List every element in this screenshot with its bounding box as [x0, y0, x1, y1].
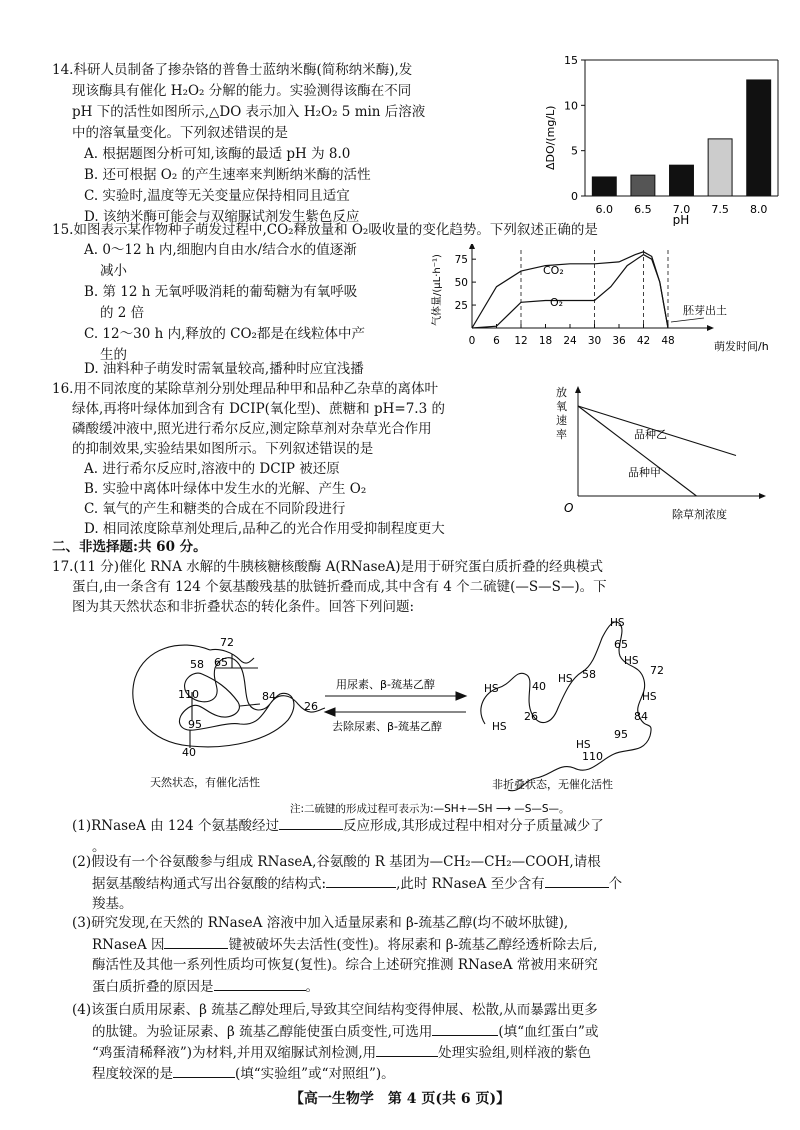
- q14-option-b: B. 还可根据 O₂ 的产生速率来判断纳米酶的活性: [84, 167, 371, 183]
- gas-ytick-label: 75: [454, 254, 468, 267]
- q17-p2-text-b: 据氨基酸结构通式写出谷氨酸的结构式:: [92, 876, 327, 892]
- native-residue-label: 40: [182, 746, 196, 759]
- q15-option-d: D. 油料种子萌发时需氧量较高,播种时应宜浅播: [84, 361, 364, 377]
- q17-blank-9[interactable]: [173, 1063, 235, 1078]
- q17-part4-3: [92, 1042, 591, 1063]
- herbicide-chart: [556, 384, 792, 524]
- gas-xtick-label: 0: [468, 335, 476, 347]
- herb-series-jia-label: 品种甲: [628, 466, 661, 479]
- q17-p4-text-d: “鸡蛋清稀释液”)为材料,并用双缩脲试剂检测,用: [92, 1045, 377, 1061]
- herb-origin: O: [564, 501, 574, 515]
- q15-option-a: A. 0～12 h 内,细胞内自由水/结合水的值逐渐: [84, 242, 357, 258]
- gas-series-o2-line: [472, 255, 668, 328]
- q17-p4-text-e: 处理实验组,则样液的紫色: [438, 1045, 591, 1061]
- bar-ph-6.5: [631, 175, 655, 196]
- bar-xtick-label: 7.0: [672, 203, 691, 216]
- q14-stem-2: 现该酶具有催化 H₂O₂ 分解的能力。实验测得该酶在不同: [72, 83, 412, 99]
- q17-blank-1[interactable]: [279, 815, 343, 830]
- gas-series-o2-label: O₂: [550, 296, 564, 309]
- bar-xtick-label: 6.0: [595, 203, 614, 216]
- q16-stem-1: 16.用不同浓度的某除草剂分别处理品种甲和品种乙杂草的离体叶: [52, 381, 438, 397]
- bar-ph-6.0: [592, 177, 616, 196]
- bar-ph-8.0: [747, 80, 771, 196]
- bar-xtick-label: 8.0: [749, 203, 768, 216]
- q15-option-a-cont: 减小: [100, 263, 127, 279]
- unfolded-residue-label: 40: [532, 680, 546, 693]
- disulfide-note: 注:二硫键的形成过程可表示为:—SH+—SH ⟶ —S—S—。: [290, 803, 570, 815]
- q17-p4-text-c: (填“血红蛋白”或: [498, 1024, 599, 1040]
- q17-p4-text-g: (填“实验组”或“对照组”)。: [235, 1066, 395, 1082]
- q14-stem-3: pH 下的活性如图所示,△DO 表示加入 H₂O₂ 5 min 后溶液: [72, 104, 426, 120]
- herb-ylabel: 放氧速率: [556, 386, 567, 441]
- q17-part3-1: (3)研究发现,在天然的 RNaseA 溶液中加入适量尿素和 β-巯基乙醇(均不破坏肽键),: [72, 915, 569, 931]
- q17-p3-text-b: RNaseA 因: [92, 937, 165, 953]
- gas-xlabel: 萌发时间/h: [714, 340, 769, 353]
- gas-xtick-label: 48: [661, 335, 675, 347]
- backward-condition: 去除尿素、β-巯基乙醇: [332, 720, 442, 733]
- unfolded-residue-label: 65: [614, 638, 628, 651]
- q16-stem-2: 绿体,再将叶绿体加到含有 DCIP(氧化型)、蔗糖和 pH=7.3 的: [72, 401, 445, 417]
- q17-p1-text-a: (1)RNaseA 由 124 个氨基酸经过: [72, 818, 279, 834]
- q17-p1-text-c: 。: [92, 839, 106, 855]
- bar-ylabel: ΔDO/(mg/L): [544, 105, 557, 170]
- gas-ytick-label: 25: [454, 300, 468, 313]
- q17-blank-7[interactable]: [432, 1021, 498, 1036]
- q17-part4-1: (4)该蛋白质用尿素、β 巯基乙醇处理后,导致其空间结构变得伸展、松散,从而暴露出更多: [72, 1002, 598, 1018]
- section-heading: 二、非选择题:共 60 分。: [52, 539, 207, 555]
- native-residue-label: 58: [190, 658, 204, 671]
- bar-ytick-label: 0: [571, 190, 578, 203]
- native-residue-label: 95: [188, 718, 202, 731]
- rnasea-folding-diagram: [120, 608, 680, 820]
- q17-part3-2: [92, 934, 597, 955]
- native-residue-label: 84: [262, 690, 276, 703]
- unfolded-residue-label: 110: [582, 750, 603, 763]
- q17-part1: [72, 815, 604, 836]
- q17-p4-text-f: 程度较深的是: [92, 1066, 173, 1082]
- bar-xtick-label: 7.5: [711, 203, 729, 216]
- q14-option-d: D. 该纳米酶可能会与双缩脲试剂发生紫色反应: [84, 209, 360, 225]
- q15-stem-1: 15.如图表示某作物种子萌发过程中,CO₂释放量和 O₂吸收量的变化趋势。下列叙述正确的是: [52, 222, 598, 238]
- q17-part2-2: [92, 873, 622, 894]
- unfolded-residue-label: 95: [614, 728, 628, 741]
- germination-gas-chart: [428, 244, 793, 356]
- q14-option-c: C. 实验时,温度等无关变量应保持相同且适宜: [84, 188, 350, 204]
- gas-ytick-label: 50: [454, 277, 468, 290]
- gas-xtick-label: 24: [563, 335, 577, 347]
- bar-ph-7.5: [708, 139, 732, 196]
- unfolded-residue-label: 84: [634, 710, 648, 723]
- q17-stem-2: 蛋白,由一条含有 124 个氨基酸残基的肽链折叠而成,其中含有 4 个二硫键(—S—S—)。下: [72, 579, 607, 595]
- q17-p4-text-b: 的肽键。为验证尿素、β 巯基乙醇能使蛋白质变性,可选用: [92, 1024, 433, 1040]
- ph-bar-chart: [540, 48, 790, 226]
- q17-part2-1: (2)假设有一个谷氨酸参与组成 RNaseA,谷氨酸的 R 基团为—CH₂—CH₂—COOH,请根: [72, 854, 601, 870]
- native-residue-label: 65: [214, 656, 228, 669]
- page-footer: 【高一生物学 第 4 页(共 6 页)】: [289, 1091, 511, 1107]
- thiol-group-label: HS: [492, 721, 507, 733]
- native-residue-label: 72: [220, 636, 234, 649]
- q17-blank-5[interactable]: [164, 934, 228, 949]
- thiol-group-label: HS: [624, 655, 639, 667]
- unfolded-residue-label: 72: [650, 664, 664, 677]
- q16-option-d: D. 相同浓度除草剂处理后,品种乙的光合作用受抑制程度更大: [84, 521, 445, 537]
- q17-p3-text-c: 键被破坏失去活性(变性)。将尿素和 β-巯基乙醇经透析除去后,: [228, 937, 598, 953]
- q15-option-b: B. 第 12 h 无氧呼吸消耗的葡萄糖为有氧呼吸: [84, 284, 358, 300]
- bar-xlabel: pH: [672, 213, 690, 226]
- q17-p3-text-f: 。: [305, 979, 319, 995]
- q17-part3-4: [92, 976, 319, 997]
- q17-p2-text-d: 个: [608, 876, 623, 892]
- q17-stem-1: 17.(11 分)催化 RNA 水解的牛胰核糖核酸酶 A(RNaseA)是用于研究蛋白质折叠的经典模式: [52, 559, 604, 575]
- thiol-group-label: HS: [610, 617, 625, 629]
- thiol-group-label: HS: [484, 683, 499, 695]
- q15-option-b-cont: 的 2 倍: [100, 305, 145, 321]
- unfolded-label: 非折叠状态，无催化活性: [492, 778, 613, 791]
- q15-option-c-cont: 生的: [100, 347, 127, 363]
- q15-option-c: C. 12～30 h 内,释放的 CO₂都是在线粒体中产: [84, 326, 365, 342]
- thiol-group-label: HS: [642, 691, 657, 703]
- q16-stem-4: 的抑制效果,实验结果如图所示。下列叙述错误的是: [72, 441, 374, 457]
- gas-ylabel: 气体量/(μL·h⁻¹): [432, 254, 443, 326]
- herb-xlabel: 除草剂浓度: [672, 508, 727, 521]
- q17-blank-8[interactable]: [376, 1042, 438, 1057]
- conversion-arrows: [325, 692, 466, 716]
- native-state: [133, 645, 325, 748]
- gas-xtick-label: 30: [587, 335, 602, 347]
- forward-condition: 用尿素、β-巯基乙醇: [336, 678, 435, 691]
- bar-ytick-label: 10: [564, 99, 578, 113]
- gas-xtick-label: 42: [636, 335, 651, 347]
- gas-xtick-label: 6: [493, 335, 500, 347]
- herb-series-yi-label: 品种乙: [634, 428, 667, 441]
- q17-blank-4[interactable]: [545, 873, 609, 888]
- q16-option-a: A. 进行希尔反应时,溶液中的 DCIP 被还原: [84, 461, 340, 477]
- bar-ytick-label: 15: [564, 54, 578, 67]
- thiol-group-label: HS: [576, 739, 591, 751]
- gas-annotation: 胚芽出土: [683, 304, 727, 317]
- q17-p2-text-c: ,此时 RNaseA 至少含有: [396, 876, 545, 892]
- gas-xtick-label: 12: [514, 335, 528, 347]
- native-label: 天然状态，有催化活性: [150, 776, 260, 789]
- bar-ph-7.0: [670, 165, 694, 196]
- herb-series-jia-line: [578, 406, 697, 496]
- unfolded-residue-label: 26: [524, 710, 538, 723]
- q17-part4-2: [92, 1021, 598, 1042]
- q16-option-b: B. 实验中离体叶绿体中发生水的光解、产生 O₂: [84, 481, 367, 497]
- bar-ytick-label: 5: [571, 144, 578, 158]
- thiol-group-label: HS: [558, 673, 573, 685]
- q17-p1-text-b: 反应形成,其形成过程中相对分子质量减少了: [342, 818, 604, 834]
- q17-p3-text-e: 蛋白质折叠的原因是: [92, 979, 214, 995]
- native-residue-label: 110: [178, 688, 199, 701]
- gas-xtick-label: 18: [538, 335, 553, 347]
- native-residue-label: 26: [304, 700, 318, 713]
- q17-blank-3[interactable]: [326, 873, 396, 888]
- q17-part2-3: 羧基。: [92, 896, 133, 912]
- gas-series-co2-label: CO₂: [543, 264, 564, 277]
- gas-xtick-label: 36: [612, 335, 626, 347]
- q16-option-c: C. 氧气的产生和糖类的合成在不同阶段进行: [84, 501, 346, 517]
- unfolded-residue-label: 58: [582, 668, 596, 681]
- q14-stem-4: 中的溶氧量变化。下列叙述错误的是: [72, 125, 288, 141]
- q17-part3-3: 酶活性及其他一系列性质均可恢复(复性)。综合上述研究推测 RNaseA 常被用来研究: [92, 957, 598, 973]
- q14-stem-1: 14.科研人员制备了掺杂铬的普鲁士蓝纳米酶(简称纳米酶),发: [52, 62, 413, 78]
- q17-blank-6[interactable]: [214, 976, 306, 991]
- q14-option-a: A. 根据题图分析可知,该酶的最适 pH 为 8.0: [84, 146, 351, 162]
- bar-xtick-label: 6.5: [634, 203, 652, 216]
- q16-stem-3: 磷酸缓冲液中,照光进行希尔反应,测定除草剂对杂草光合作用: [72, 421, 432, 437]
- gas-series-co2-line: [472, 252, 668, 328]
- q17-part4-4: [92, 1063, 395, 1084]
- q17-stem-3: 图为其天然状态和非折叠状态的转化条件。回答下列问题:: [72, 599, 415, 615]
